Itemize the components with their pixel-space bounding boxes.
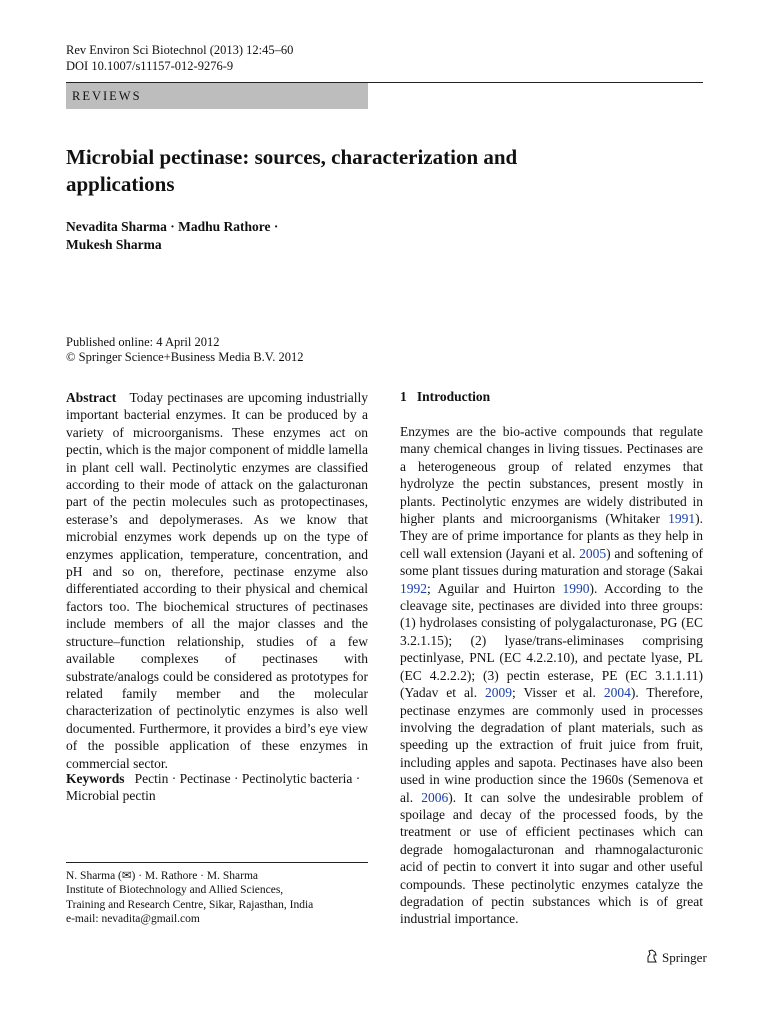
section-title: Introduction	[416, 389, 491, 404]
keywords-text: Pectin · Pectinase · Pectinolytic bacteria · Microbial pectin	[66, 771, 361, 804]
doi: DOI 10.1007/s11157-012-9276-9	[66, 59, 234, 73]
intro-text: ). According to the cleavage site, pectinases are divided into three groups: (1) hydrolases consisting of polygalacturonase, PG (EC 3.2.1.15); (2) lyase/trans-eliminases comprising pectinlyase, PNL (EC 4.2.2.10), and pectate lyase, PL (EC 4.2.2.2); (3) pectin esterase, PE (EC 3.1.1.11) (Yadav et al.	[400, 580, 703, 701]
publisher-logo	[646, 949, 707, 967]
publication-info	[66, 335, 303, 365]
intro-text: ; Visser et al.	[512, 685, 604, 701]
journal-citation: Rev Environ Sci Biotechnol (2013) 12:45–60	[66, 43, 294, 57]
citation-link[interactable]: 1990	[562, 580, 590, 596]
authors-line-2: Mukesh Sharma	[66, 237, 162, 252]
publisher-name: Springer	[662, 950, 707, 965]
citation-link[interactable]: 2004	[603, 685, 631, 701]
author-affiliation	[66, 869, 368, 927]
published-date: Published online: 4 April 2012	[66, 335, 220, 349]
affiliation-authors: N. Sharma (✉) · M. Rathore · M. Sharma	[66, 870, 258, 882]
intro-text: ). Therefore, pectinase enzymes are commonly used in processes involving the degradation of plant materials, such as speeding up the extraction of fruit juice from fruit, including apples and sapota. Pectinases have also been used in wine production since the 1960s (Semenova et al.	[400, 685, 703, 805]
section-label: REVIEWS	[66, 83, 368, 109]
authors-line-1: Nevadita Sharma · Madhu Rathore ·	[66, 219, 279, 234]
citation-link[interactable]: 2005	[579, 545, 607, 561]
intro-text: ). They are of prime importance for plants as they help in cell wall extension (Jayani et al.	[400, 511, 703, 561]
affiliation-email[interactable]: e-mail: nevadita@gmail.com	[66, 913, 200, 926]
keywords-heading: Keywords	[66, 771, 125, 786]
copyright: © Springer Science+Business Media B.V. 2012	[66, 350, 304, 364]
intro-text: ) and softening of some plant tissues during maturation and storage (Sakai	[400, 545, 704, 579]
abstract-heading: Abstract	[66, 390, 117, 405]
citation-link[interactable]: 1991	[668, 511, 696, 527]
citation-link[interactable]: 2006	[421, 789, 449, 805]
intro-text: ). It can solve the undesirable problem of spoilage and decay of the processed foods, by the treatment or use of efficient pectinases which can degrade homogalacturonan and rhamnogalacturonic acid of pectin to convert it into sugar and other useful compounds. These pectinolytic enzymes catalyze the degradation of pectin substances which is of great industrial importance.	[400, 789, 703, 927]
affiliation-location: Training and Research Centre, Sikar, Rajasthan, India	[66, 898, 314, 911]
footnote-rule	[66, 862, 368, 863]
article-title: Microbial pectinase: sources, characterization and applications	[66, 145, 518, 196]
section-number: 1	[400, 389, 407, 404]
citation-link[interactable]: 2009	[485, 685, 513, 701]
intro-text: Enzymes are the bio-active compounds that regulate many chemical changes in living tissues. Pectinases are a heterogeneous group of related enzymes that hydrolyze the pectin substances, present mostly in plants. Pectinolytic enzymes are widely distributed in higher plants and microorganisms (Whitaker	[400, 424, 703, 527]
author-list	[66, 218, 466, 254]
springer-horse-icon	[646, 949, 658, 967]
affiliation-institute: Institute of Biotechnology and Allied Sciences,	[66, 884, 284, 897]
introduction-body	[400, 423, 703, 928]
intro-text: ; Aguilar and Huirton	[427, 580, 563, 596]
journal-header	[66, 42, 293, 74]
abstract	[66, 389, 368, 772]
keywords	[66, 770, 368, 805]
introduction-heading	[400, 389, 490, 405]
citation-link[interactable]: 1992	[400, 580, 427, 596]
abstract-text: Today pectinases are upcoming industrially important bacterial enzymes. It can be produced by a variety of microorganisms. These enzymes act on pectin, which is the major component of middle lamella in plant cell wall. Pectinolytic enzymes are classified according to their mode of attack on the galacturonan part of the pectin molecules such as protopectinases, esterase’s and depolymerases. As we know that microbial enzymes work depends up on the type of enzymes application, temperature, concentration, and pH and so on, therefore, pectinase enzyme also differentiated according to their physical and chemical factors too. The biochemical structures of pectinases include members of all the major classes and the structure–function relationship, studies of a few available complexes of pectinases with substrate/analogs could be considered as prototypes for related family member and the molecular characterization of pectinolytic enzymes is also well documented. Furthermore, it provides a bird’s eye view of the possible application of these enzymes in commercial sector.	[66, 390, 368, 771]
